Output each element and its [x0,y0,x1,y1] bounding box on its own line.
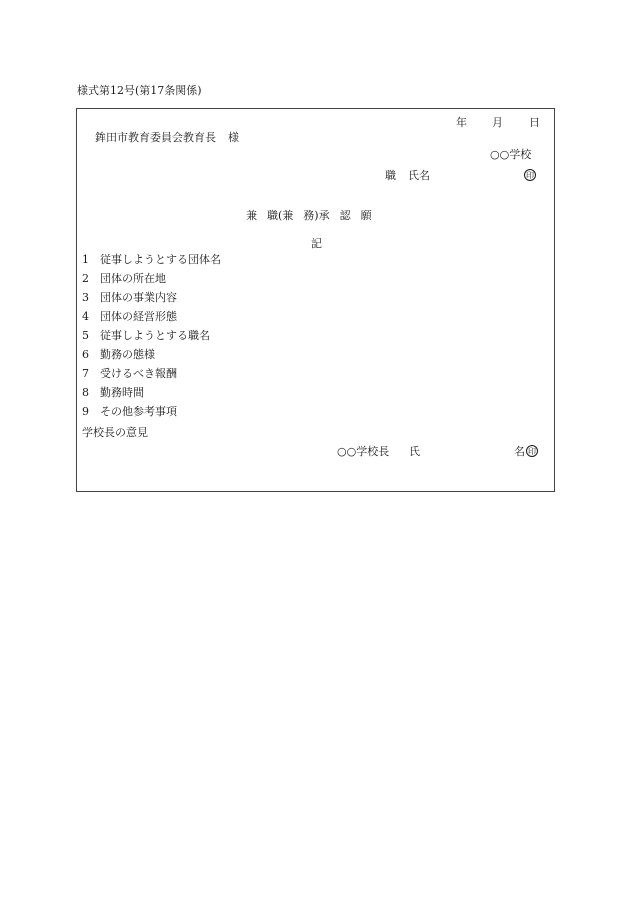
item-label: 受けるべき報酬 [100,367,177,380]
document-title [246,210,372,221]
applicant-position-label: 職 [385,169,396,182]
list-item [82,311,177,322]
principal-opinion-heading: 学校長の意見 [82,426,148,439]
item-number: 5 [82,329,89,342]
item-label: 従事しようとする団体名 [100,253,221,266]
applicant-school: ○○学校 [490,148,532,161]
date-month: 月 [492,116,503,129]
item-number: 8 [82,386,89,399]
item-number: 4 [82,310,89,323]
item-label: その他参考事項 [100,405,177,418]
title-char-3: 務)承 [303,209,330,222]
item-number: 1 [82,253,89,266]
addressee [95,132,239,143]
addressee-suffix: 様 [228,131,239,144]
ki-heading: 記 [311,237,322,250]
item-label: 団体の所在地 [100,272,166,285]
principal-shi: 氏 [409,445,420,458]
principal-title: ○○学校長 [337,445,390,458]
item-label: 従事しようとする職名 [100,329,210,342]
date-year: 年 [456,116,467,129]
item-label: 勤務時間 [100,386,144,399]
principal-mei: 名 [514,445,525,458]
principal-seal-icon: 印 [528,447,536,456]
item-number: 6 [82,348,89,361]
item-label: 勤務の態様 [100,348,155,361]
list-item [82,292,177,303]
list-item [82,349,155,360]
form-number: 様式第12号(第17条関係) [77,84,202,97]
title-char-5: 願 [360,209,372,222]
applicant-name-label: 氏名 [408,169,430,182]
list-item [82,330,210,341]
addressee-name: 鉾田市教育委員会教育長 [95,131,216,144]
list-item [82,406,177,417]
applicant-seal-icon: 印 [526,171,534,180]
title-char-1: 兼 [246,209,257,222]
item-number: 3 [82,291,89,304]
item-label: 団体の経営形態 [100,310,177,323]
list-item [82,368,177,379]
date-day: 日 [529,116,540,129]
item-number: 9 [82,405,89,418]
list-item [82,254,221,265]
title-char-2: 職(兼 [267,209,294,222]
title-char-4: 認 [339,209,351,222]
item-number: 2 [82,272,89,285]
list-item [82,387,144,398]
item-label: 団体の事業内容 [100,291,177,304]
item-number: 7 [82,367,89,380]
list-item [82,273,166,284]
